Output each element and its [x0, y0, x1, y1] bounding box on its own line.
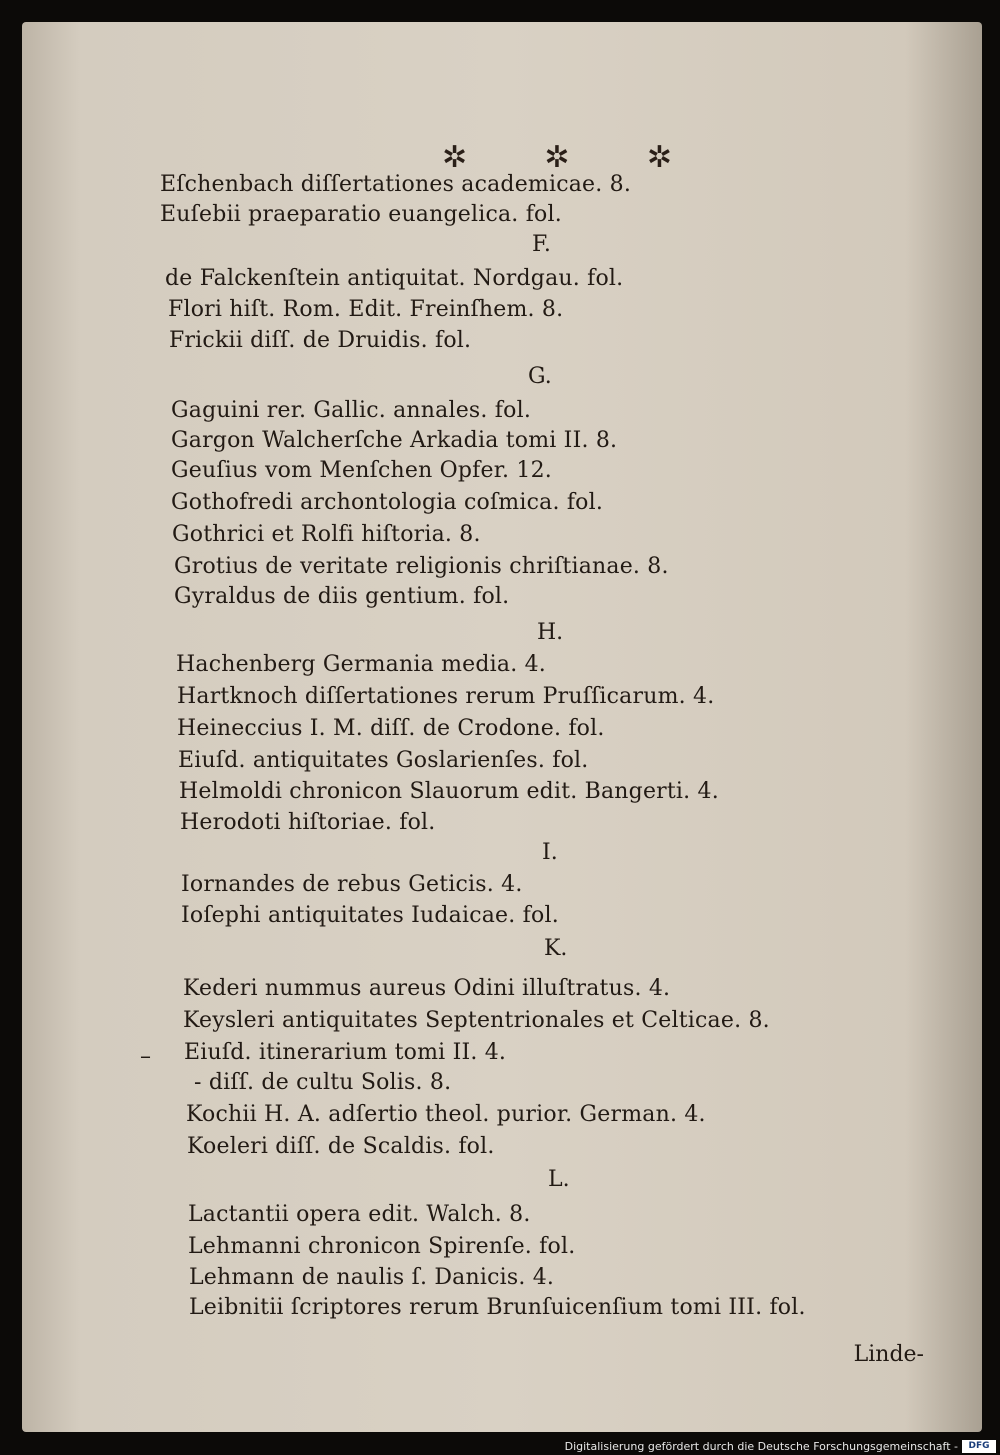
section-letter: K.: [544, 936, 568, 961]
marginal-dash: –: [140, 1044, 151, 1069]
footer-bar: [0, 1437, 1000, 1455]
section-letter: F.: [532, 232, 551, 257]
index-entry: Eſchenbach diſſertationes academicae. 8.: [160, 172, 632, 197]
star-icon: ✲: [442, 140, 468, 175]
index-entry: Helmoldi chronicon Slauorum edit. Bangerti. 4.: [179, 779, 719, 804]
index-entry: Hartknoch diſſertationes rerum Pruſſicarum. 4.: [177, 684, 715, 709]
index-entry: Leibnitii ſcriptores rerum Brunſuicenſium tomi III. fol.: [189, 1295, 806, 1320]
section-letter: H.: [537, 620, 564, 645]
index-entry: Lehmann de naulis ſ. Danicis. 4.: [189, 1265, 555, 1290]
star-icon: ✲: [544, 140, 570, 175]
index-entry: Gaguini rer. Gallic. annales. fol.: [171, 398, 532, 423]
section-letter: I.: [542, 840, 558, 865]
index-entry: Grotius de veritate religionis chriſtianae. 8.: [174, 554, 669, 579]
index-entry: Lactantii opera edit. Walch. 8.: [188, 1202, 531, 1227]
index-entry: Kederi nummus aureus Odini illuſtratus. 4.: [183, 976, 671, 1001]
index-entry: Flori hiſt. Rom. Edit. Freinſhem. 8.: [168, 297, 564, 322]
index-entry: Heineccius I. M. diſſ. de Crodone. fol.: [177, 716, 605, 741]
catchword: Linde-: [853, 1342, 924, 1367]
index-entry: - diſſ. de cultu Solis. 8.: [194, 1070, 452, 1095]
index-entry: Euſebii praeparatio euangelica. fol.: [160, 202, 562, 227]
index-entry: Eiuſd. antiquitates Goslarienſes. fol.: [178, 748, 589, 773]
book-page: [22, 22, 982, 1432]
section-letter: G.: [528, 364, 552, 389]
section-letter: L.: [548, 1167, 570, 1192]
index-entry: Koeleri diſſ. de Scaldis. fol.: [187, 1134, 495, 1159]
index-entry: Frickii diſſ. de Druidis. fol.: [169, 328, 472, 353]
index-entry: Ioſephi antiquitates Iudaicae. fol.: [181, 903, 559, 928]
index-entry: Lehmanni chronicon Spirenſe. fol.: [188, 1234, 576, 1259]
index-entry: Gothrici et Rolfi hiſtoria. 8.: [172, 522, 481, 547]
dfg-logo-icon: DFG: [962, 1440, 996, 1453]
index-entry: de Falckenſtein antiquitat. Nordgau. fol.: [165, 266, 624, 291]
index-entry: Keysleri antiquitates Septentrionales et Celticae. 8.: [183, 1008, 770, 1033]
footer-credit: Digitalisierung gefördert durch die Deutsche Forschungsgemeinschaft -: [564, 1440, 958, 1453]
index-entry: Eiuſd. itinerarium tomi II. 4.: [184, 1040, 507, 1065]
index-entry: Gargon Walcherſche Arkadia tomi II. 8.: [171, 428, 618, 453]
index-entry: Kochii H. A. adſertio theol. purior. German. 4.: [186, 1102, 706, 1127]
index-entry: Herodoti hiſtoriae. fol.: [180, 810, 436, 835]
star-icon: ✲: [646, 140, 672, 175]
index-entry: Geuſius vom Menſchen Opfer. 12.: [171, 458, 553, 483]
ornament-stars: [442, 140, 672, 175]
index-entry: Hachenberg Germania media. 4.: [176, 652, 546, 677]
index-entry: Gyraldus de diis gentium. fol.: [174, 584, 510, 609]
index-entry: Iornandes de rebus Geticis. 4.: [181, 872, 523, 897]
index-entry: Gothofredi archontologia coſmica. fol.: [171, 490, 604, 515]
